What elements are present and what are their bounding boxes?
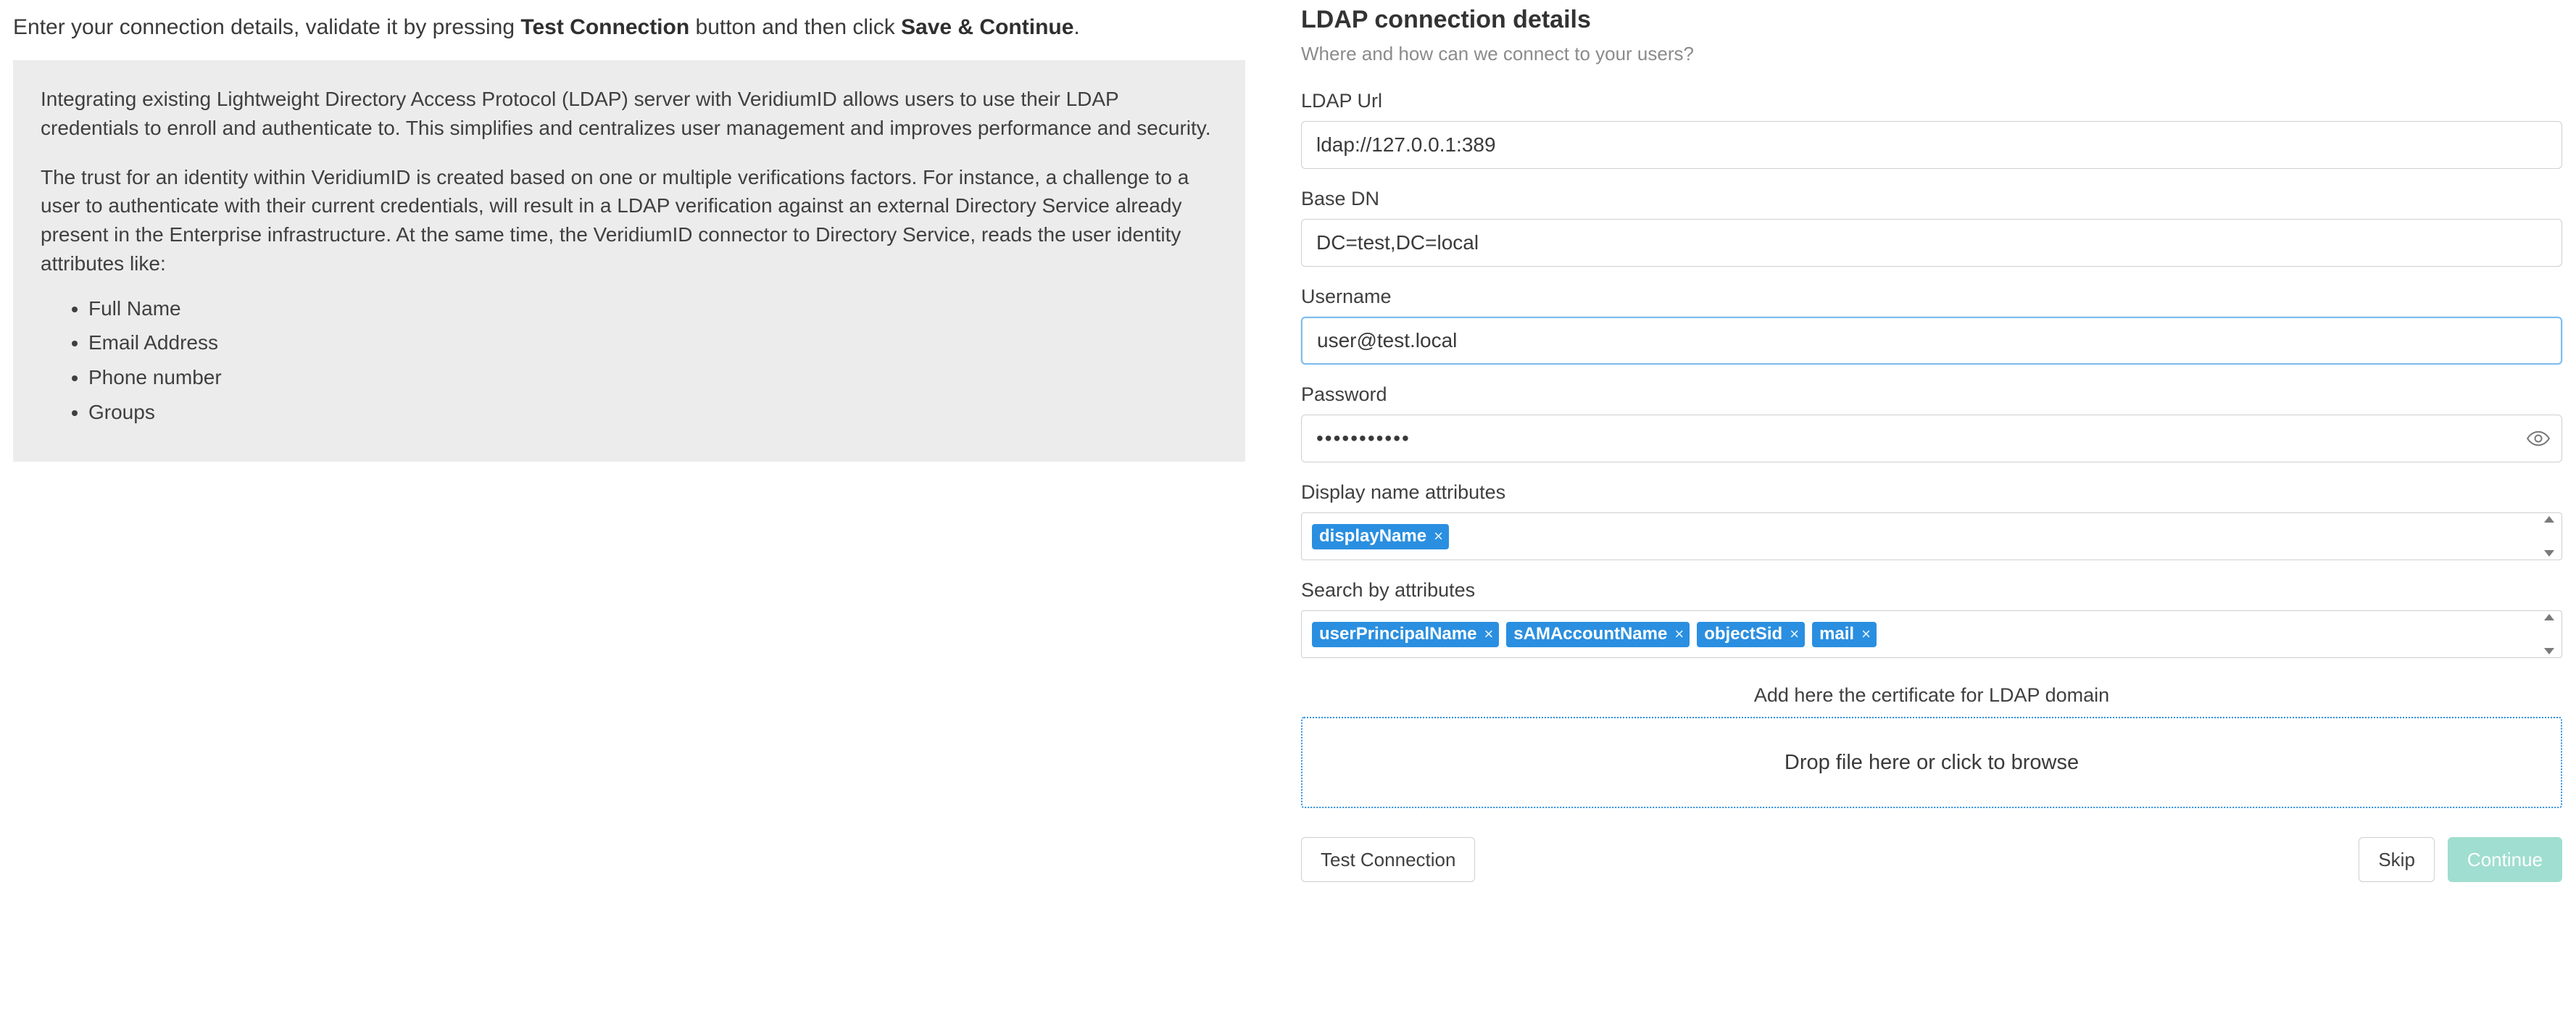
ldap-url-label: LDAP Url	[1301, 90, 1383, 112]
list-item: • Groups	[88, 398, 1218, 427]
instruction-bold-save-continue: Save & Continue	[901, 15, 1074, 39]
display-name-attributes-label: Display name attributes	[1301, 481, 1506, 503]
chevron-down-icon[interactable]	[2544, 648, 2554, 654]
field-ldap-url	[1301, 90, 2562, 169]
search-by-attributes-input[interactable]	[1301, 610, 2562, 658]
chip-remove-icon[interactable]: ×	[1484, 624, 1494, 643]
footer-right-buttons	[2359, 837, 2562, 882]
chip-remove-icon[interactable]: ×	[1861, 624, 1871, 643]
skip-button[interactable]: Skip	[2359, 837, 2435, 882]
base-dn-label: Base DN	[1301, 188, 1380, 209]
certificate-dropzone[interactable]	[1301, 717, 2562, 808]
list-item: • Email Address	[88, 328, 1218, 357]
left-info-panel	[13, 13, 1245, 462]
chip-label: displayName	[1319, 525, 1427, 546]
ldap-url-input[interactable]	[1301, 121, 2562, 169]
instruction-mid: button and then click	[689, 15, 902, 39]
info-paragraph-2: The trust for an identity within VeridiumID is created based on one or multiple verifications factors. For instance, a challenge to a user to authenticate with their current credentials, will result in a LDAP verification against an external Directory Service already present in the Enterprise infrastructure. At the same time, the VeridiumID connector to Directory Service, reads the user identity attributes like:	[41, 165, 1189, 275]
password-label: Password	[1301, 383, 1387, 405]
display-name-attributes-input[interactable]	[1301, 512, 2562, 560]
username-input[interactable]	[1301, 317, 2562, 365]
page-title: LDAP connection details	[1301, 6, 1591, 33]
chip[interactable]	[1506, 622, 1690, 647]
list-item: • Phone number	[88, 363, 1218, 392]
password-input[interactable]	[1301, 415, 2562, 462]
chip-remove-icon[interactable]: ×	[1790, 624, 1800, 643]
chevron-up-icon[interactable]	[2544, 516, 2554, 523]
show-password-eye-icon[interactable]	[2526, 426, 2551, 451]
username-label: Username	[1301, 286, 1392, 307]
field-display-name-attributes	[1301, 481, 2562, 560]
field-base-dn	[1301, 188, 2562, 267]
chip-remove-icon[interactable]: ×	[1674, 624, 1684, 643]
page-subtitle: Where and how can we connect to your users?	[1301, 43, 1694, 65]
test-connection-button[interactable]: Test Connection	[1301, 837, 1475, 882]
chip[interactable]	[1312, 524, 1449, 549]
info-paragraph-1: Integrating existing Lightweight Directory Access Protocol (LDAP) server with VeridiumID allows users to use their LDAP credentials to enroll and authenticate to. This simplifies and centralizes user management and improves performance and security.	[41, 88, 1211, 139]
chip-label: objectSid	[1704, 623, 1783, 644]
stepper-arrows[interactable]	[2541, 516, 2557, 557]
chevron-up-icon[interactable]	[2544, 614, 2554, 620]
form-footer	[1301, 837, 2562, 882]
chip[interactable]	[1312, 622, 1499, 647]
instruction-text	[13, 13, 1245, 41]
ldap-connection-form	[1301, 6, 2562, 882]
info-box	[13, 60, 1245, 462]
attribute-list	[41, 294, 1218, 427]
field-password	[1301, 383, 2562, 462]
chevron-down-icon[interactable]	[2544, 550, 2554, 557]
chip[interactable]	[1697, 622, 1805, 647]
chip[interactable]	[1812, 622, 1877, 647]
search-by-attributes-label: Search by attributes	[1301, 579, 1476, 601]
instruction-pre: Enter your connection details, validate it by pressing	[13, 15, 521, 39]
base-dn-input[interactable]	[1301, 219, 2562, 267]
field-username	[1301, 286, 2562, 365]
chip-remove-icon[interactable]: ×	[1434, 526, 1443, 545]
chip-label: sAMAccountName	[1513, 623, 1668, 644]
stepper-arrows[interactable]	[2541, 614, 2557, 654]
chip-label: mail	[1819, 623, 1855, 644]
instruction-post: .	[1073, 15, 1080, 39]
list-item: • Full Name	[88, 294, 1218, 323]
password-input-wrapper	[1301, 415, 2562, 462]
certificate-label: Add here the certificate for LDAP domain	[1753, 684, 2110, 706]
dropzone-text: Drop file here or click to browse	[1784, 750, 2080, 774]
instruction-bold-test-connection: Test Connection	[520, 15, 690, 39]
field-search-by-attributes	[1301, 579, 2562, 658]
continue-button[interactable]: Continue	[2448, 837, 2562, 882]
chip-label: userPrincipalName	[1319, 623, 1477, 644]
